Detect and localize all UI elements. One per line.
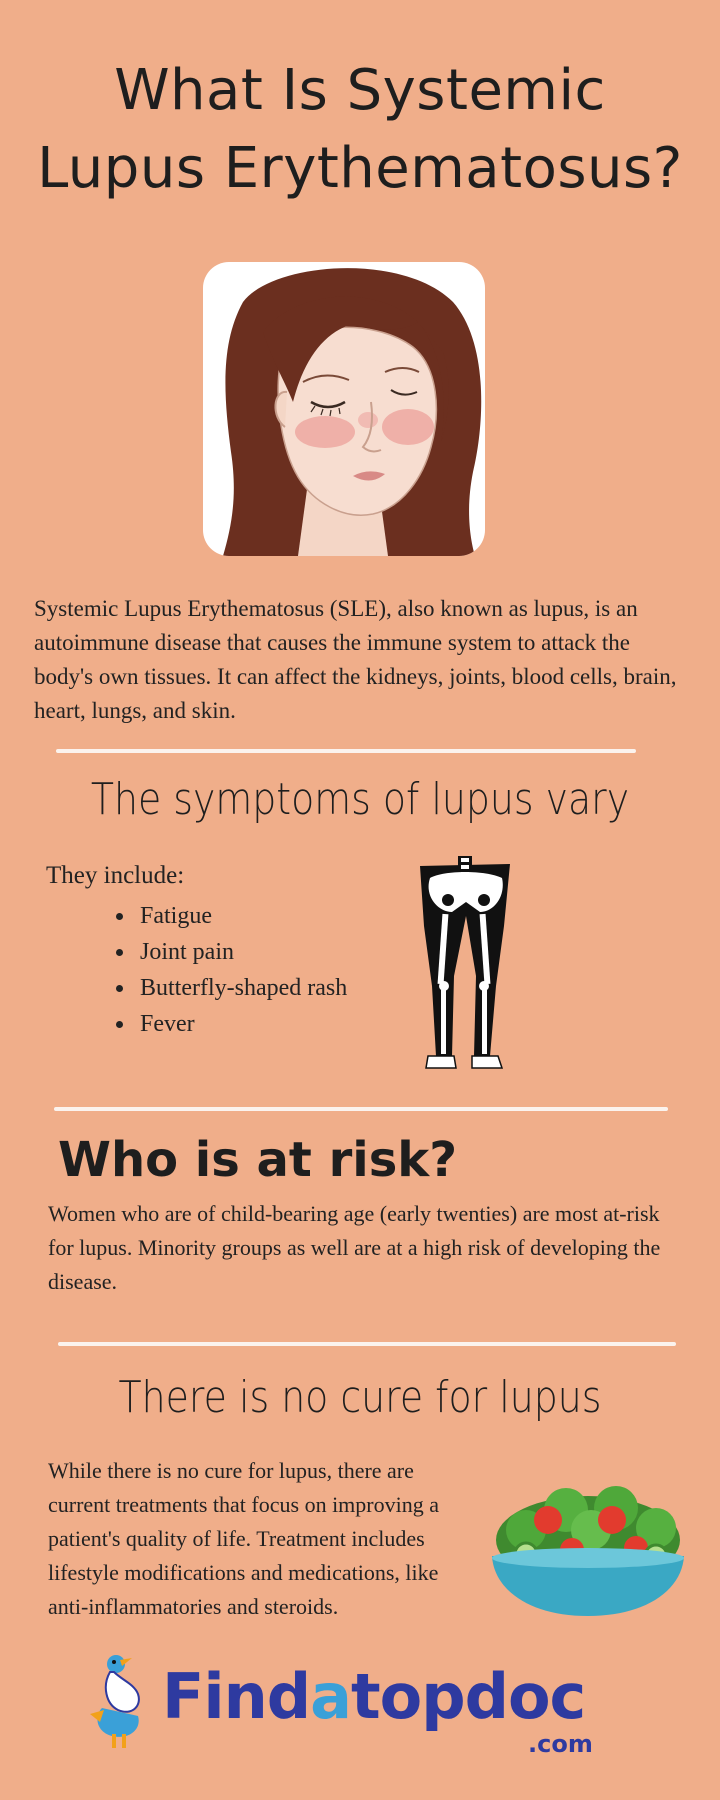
risk-heading: Who is at risk? [58,1132,458,1188]
portrait-illustration [203,262,485,556]
cure-heading: There is no cure for lupus [118,1372,602,1423]
section-divider [58,1342,676,1346]
section-divider [56,749,636,753]
symptoms-list [110,898,347,1042]
logo-wordmark [162,1660,586,1733]
intro-paragraph: Systemic Lupus Erythematosus (SLE), also known as lupus, is an autoimmune disease that causes the immune system to attack the body's own tissues. It can affect the kidneys, joints, blood cells, brain, heart, lungs, and skin. [34,596,677,723]
bird-mascot-icon [84,1646,164,1756]
cure-paragraph: While there is no cure for lupus, there are current treatments that focus on improving a patient's quality of life. Treatment includes lifestyle modifications and medications, like anti-inflammatories and steroids. [48,1458,439,1619]
page-title [0,52,720,208]
logo-part-find: Find [162,1660,311,1733]
logo-part-a: a [310,1660,351,1733]
logo-domain: .com [528,1730,593,1758]
skeleton-icon [414,856,516,1082]
woman-face-icon [203,262,485,556]
section-divider [54,1107,668,1111]
page-title-line-2: Lupus Erythematosus? [37,136,683,201]
page-title-line-1: What Is Systemic [114,58,606,123]
symptom-item: • Fatigue [136,898,347,934]
salad-bowl-icon [486,1470,690,1620]
symptoms-heading: The symptoms of lupus vary [90,774,630,825]
symptom-item: • Fever [136,1006,347,1042]
symptoms-intro-label: They include: [46,862,185,889]
logo-part-topdoc: topdoc [350,1660,586,1733]
symptom-item: • Butterfly-shaped rash [136,970,347,1006]
risk-paragraph: Women who are of child-bearing age (early twenties) are most at-risk for lupus. Minority groups as well are at a high risk of developing the disease. [48,1201,661,1294]
symptom-item: • Joint pain [136,934,347,970]
